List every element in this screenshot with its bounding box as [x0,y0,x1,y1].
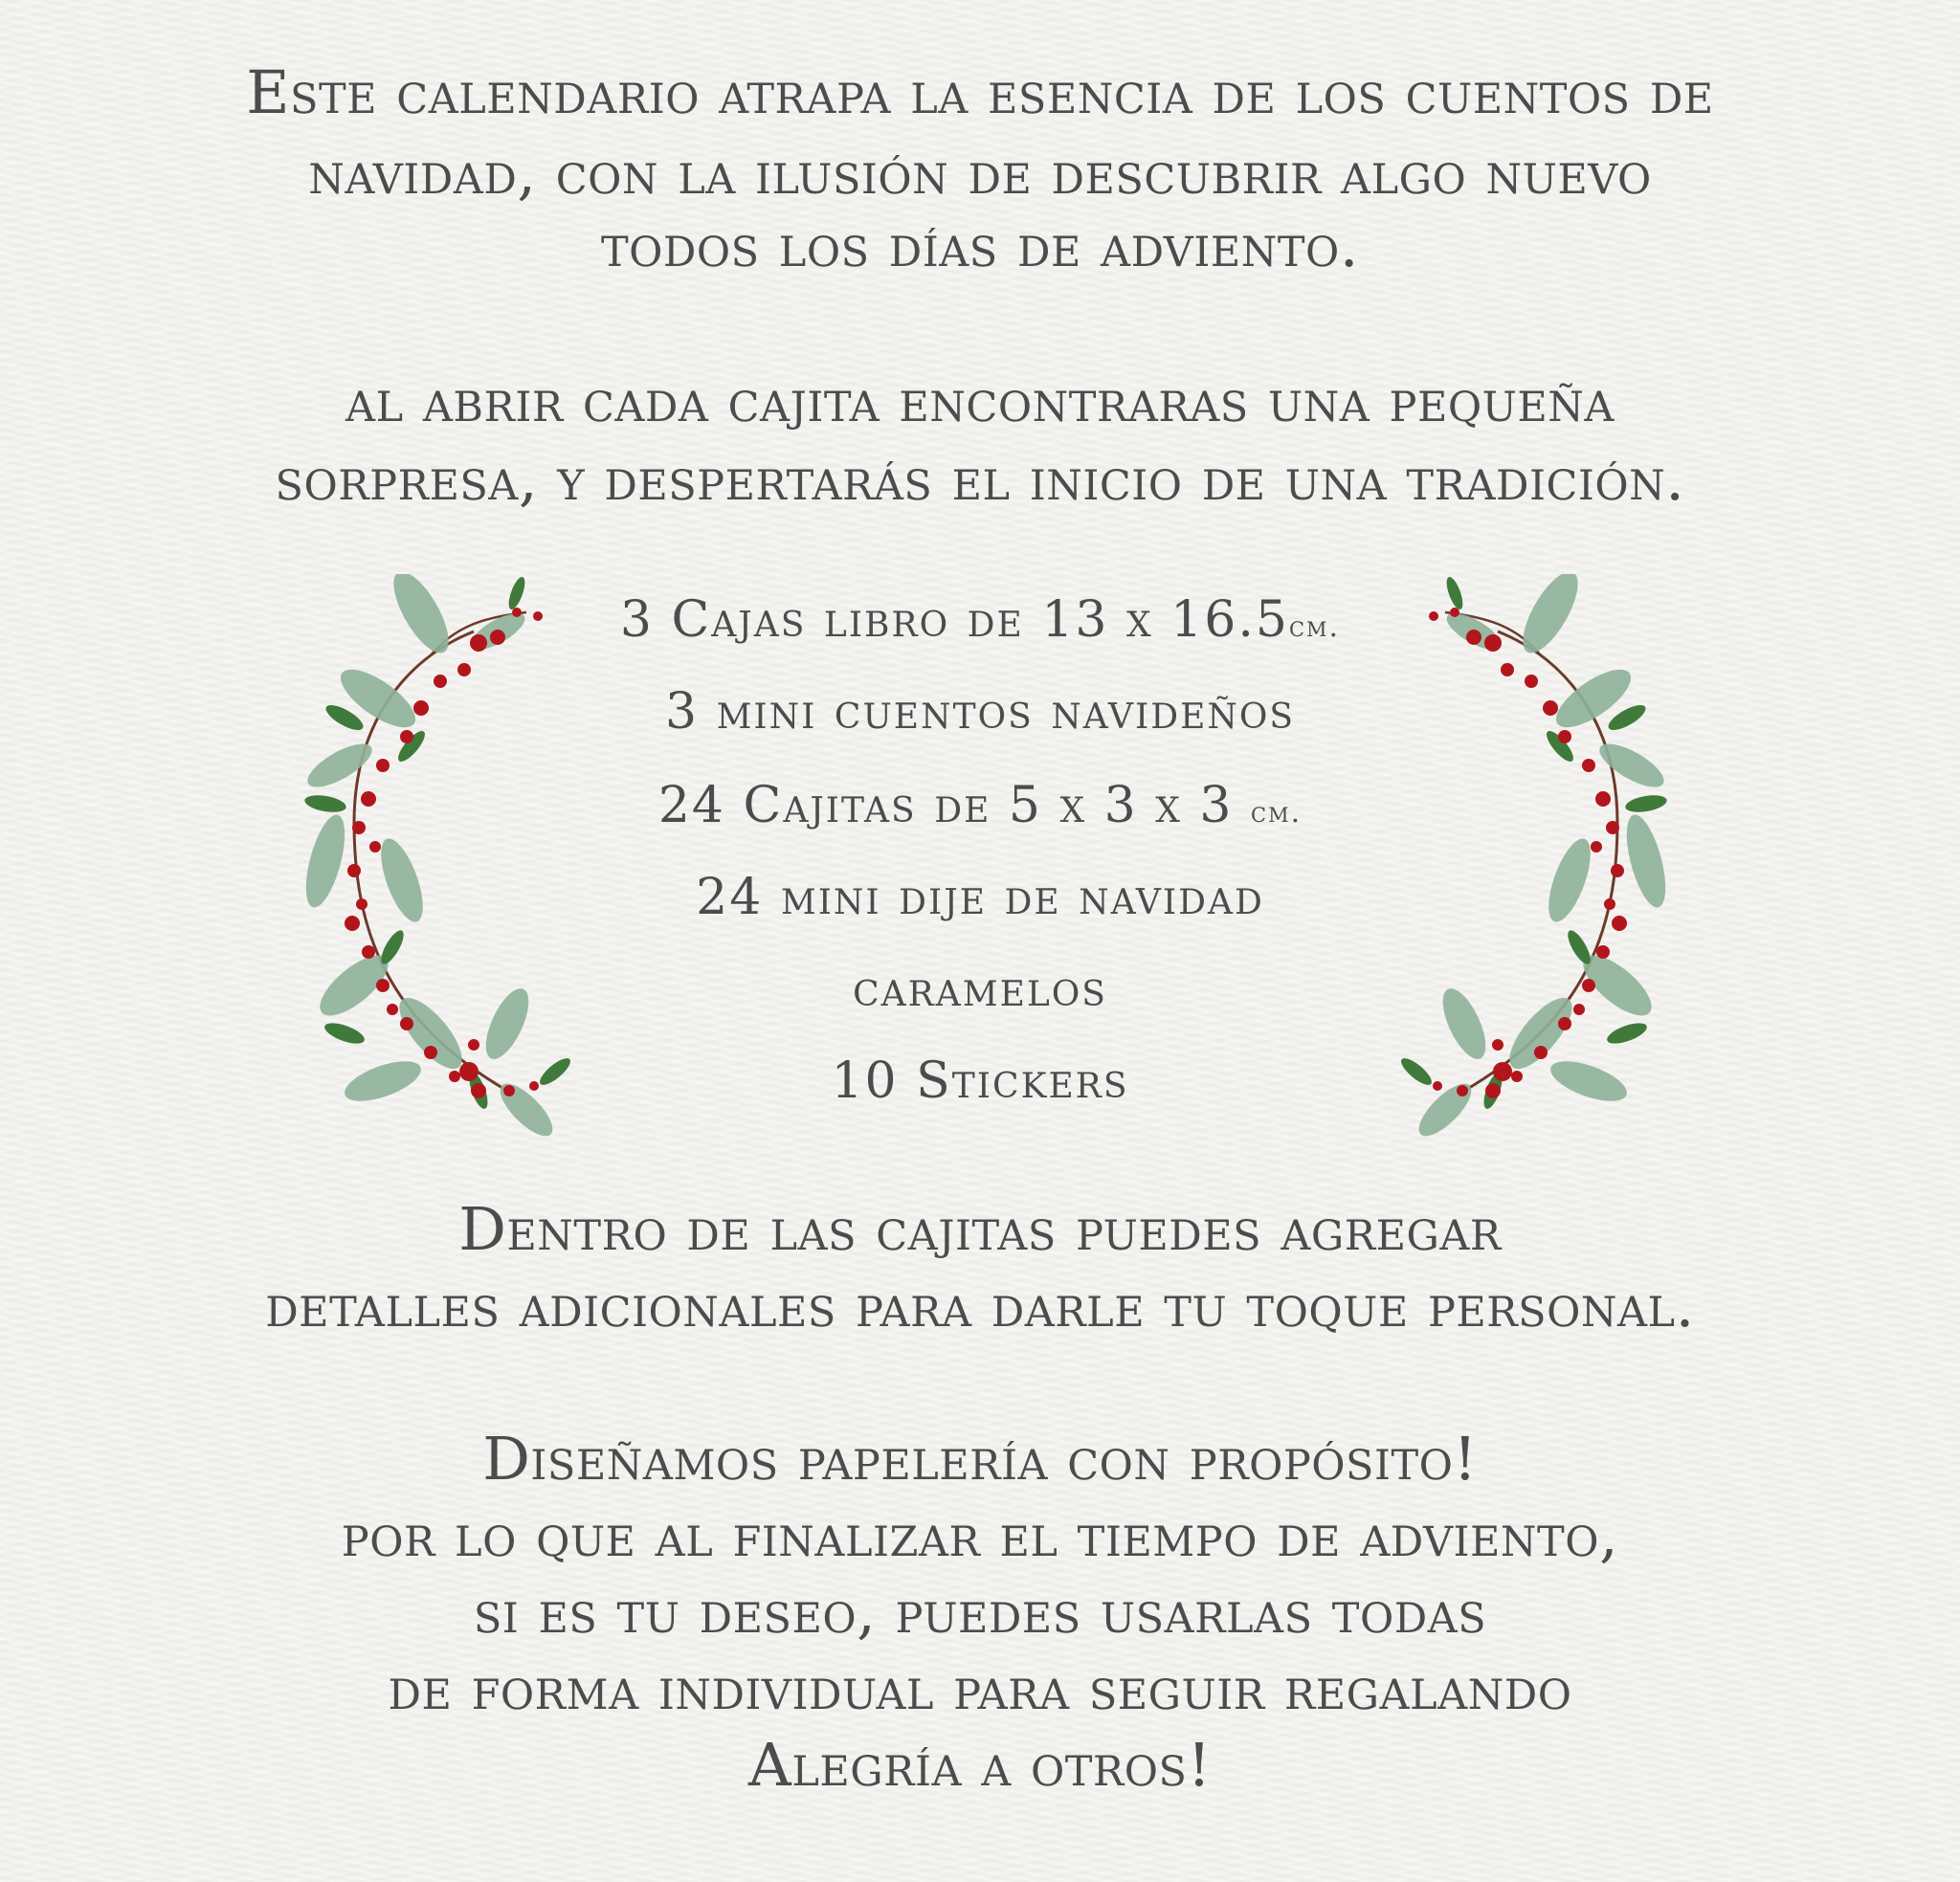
purpose-line-3: si es tu deseo, puedes usarlas todas [473,1577,1487,1647]
intro-line-1: Este calendario atrapa la esencia de los cuentos de [246,57,1714,127]
purpose-line-2: por lo que al finalizar el tiempo de adviento, [341,1500,1619,1570]
contents-item-1-text: 3 Cajas libro de 13 x 16.5 [619,591,1289,649]
purpose-line-4: de forma individual para seguir regalando [388,1653,1572,1723]
personal-line-1: Dentro de las cajitas puedes agregar [458,1194,1502,1264]
intro-line-3: todos los días de adviento. [600,210,1360,280]
contents-item-3-unit: cm. [1251,796,1303,830]
contents-item-1-unit: cm. [1288,610,1341,644]
contents-item-2: 3 mini cuentos navideños [664,683,1296,741]
purpose-line-1: Diseñamos papelería con propósito! [482,1424,1478,1494]
intro-line-2: navidad, con la ilusión de descubrir algo nuevo [308,138,1652,208]
surprise-line-2: sorpresa, y despertarás el inicio de una tradición. [275,444,1685,514]
purpose-line-5: Alegría a otros! [748,1730,1212,1800]
contents-item-6: 10 Stickers [831,1052,1129,1110]
contents-item-3-text: 24 Cajitas de 5 x 3 x 3 [657,777,1234,834]
personal-line-2: detalles adicionales para darle tu toque personal. [265,1271,1695,1340]
contents-item-5: caramelos [853,961,1107,1018]
contents-item-4: 24 mini dije de navidad [696,869,1264,926]
holly-wreath-right-icon [1378,574,1684,1148]
holly-wreath-left-icon [287,574,593,1148]
surprise-line-1: al abrir cada cajita encontraras una pequeña [345,365,1615,435]
